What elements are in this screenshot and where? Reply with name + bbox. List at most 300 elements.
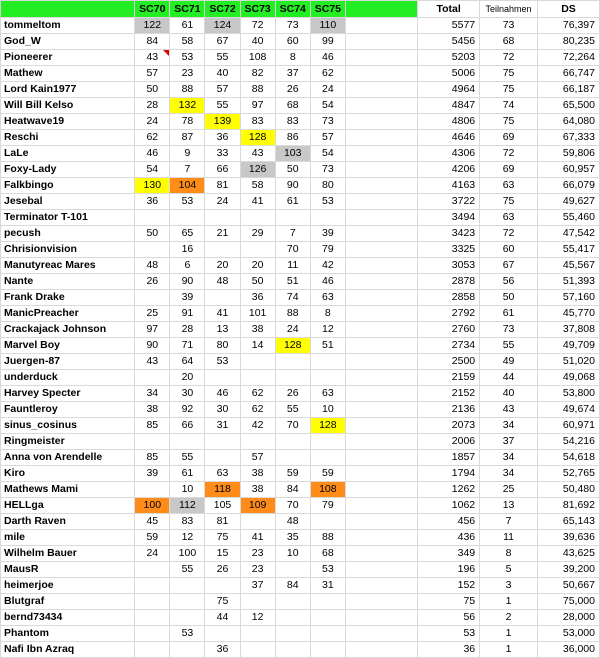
teilnahmen-cell[interactable]: 40 [480,386,538,402]
total-cell[interactable]: 3053 [418,258,480,274]
teilnahmen-cell[interactable]: 68 [480,34,538,50]
score-cell-sc74[interactable]: 60 [275,34,310,50]
score-cell-sc75[interactable]: 42 [310,258,345,274]
total-cell[interactable]: 3423 [418,226,480,242]
spacer-cell[interactable] [345,194,417,210]
score-cell-sc72[interactable]: 33 [205,146,240,162]
score-cell-sc73[interactable] [240,514,275,530]
score-cell-sc75[interactable] [310,370,345,386]
score-cell-sc72[interactable]: 118 [205,482,240,498]
teilnahmen-cell[interactable]: 2 [480,610,538,626]
score-cell-sc75[interactable] [310,450,345,466]
total-cell[interactable]: 2006 [418,434,480,450]
player-name-cell[interactable]: LaLe [1,146,135,162]
score-cell-sc72[interactable]: 48 [205,274,240,290]
score-cell-sc74[interactable]: 7 [275,226,310,242]
score-cell-sc73[interactable]: 82 [240,66,275,82]
score-cell-sc70[interactable]: 50 [135,82,170,98]
score-cell-sc74[interactable] [275,434,310,450]
teilnahmen-cell[interactable]: 1 [480,594,538,610]
score-cell-sc71[interactable]: 58 [170,34,205,50]
score-cell-sc72[interactable]: 30 [205,402,240,418]
score-cell-sc71[interactable]: 10 [170,482,205,498]
player-name-cell[interactable]: Jesebal [1,194,135,210]
score-cell-sc71[interactable] [170,434,205,450]
total-cell[interactable]: 5203 [418,50,480,66]
ds-cell[interactable]: 76,397 [537,18,599,34]
teilnahmen-cell[interactable]: 3 [480,578,538,594]
score-cell-sc72[interactable]: 13 [205,322,240,338]
score-cell-sc74[interactable]: 83 [275,114,310,130]
teilnahmen-cell[interactable]: 37 [480,434,538,450]
score-cell-sc70[interactable] [135,290,170,306]
teilnahmen-cell[interactable]: 69 [480,130,538,146]
score-cell-sc71[interactable] [170,210,205,226]
spacer-cell[interactable] [345,594,417,610]
score-cell-sc75[interactable]: 108 [310,482,345,498]
ds-cell[interactable]: 65,500 [537,98,599,114]
ds-cell[interactable]: 51,393 [537,274,599,290]
score-cell-sc72[interactable]: 75 [205,530,240,546]
score-cell-sc74[interactable] [275,450,310,466]
teilnahmen-cell[interactable]: 72 [480,226,538,242]
total-cell[interactable]: 436 [418,530,480,546]
score-cell-sc74[interactable]: 73 [275,18,310,34]
score-cell-sc70[interactable]: 45 [135,514,170,530]
teilnahmen-cell[interactable]: 72 [480,146,538,162]
ds-cell[interactable]: 60,957 [537,162,599,178]
score-cell-sc70[interactable]: 90 [135,338,170,354]
score-cell-sc73[interactable]: 57 [240,450,275,466]
teilnahmen-cell[interactable]: 49 [480,354,538,370]
ds-cell[interactable]: 66,079 [537,178,599,194]
score-cell-sc72[interactable]: 53 [205,354,240,370]
spacer-cell[interactable] [345,434,417,450]
spacer-cell[interactable] [345,130,417,146]
spacer-cell[interactable] [345,178,417,194]
ds-cell[interactable]: 50,667 [537,578,599,594]
ds-cell[interactable]: 67,333 [537,130,599,146]
score-cell-sc70[interactable]: 38 [135,402,170,418]
score-cell-sc72[interactable] [205,450,240,466]
player-name-cell[interactable]: Manutyreac Mares [1,258,135,274]
score-cell-sc74[interactable]: 50 [275,162,310,178]
header-sc73[interactable]: SC73 [240,1,275,18]
teilnahmen-cell[interactable]: 55 [480,338,538,354]
spacer-cell[interactable] [345,498,417,514]
score-cell-sc74[interactable]: 48 [275,514,310,530]
score-cell-sc70[interactable]: 43 [135,50,170,66]
score-cell-sc75[interactable]: 63 [310,290,345,306]
score-cell-sc75[interactable]: 12 [310,322,345,338]
score-cell-sc72[interactable]: 20 [205,258,240,274]
player-name-cell[interactable]: tommeltom [1,18,135,34]
score-cell-sc72[interactable]: 81 [205,514,240,530]
teilnahmen-cell[interactable]: 73 [480,322,538,338]
player-name-cell[interactable]: Wilhelm Bauer [1,546,135,562]
score-cell-sc74[interactable]: 35 [275,530,310,546]
player-name-cell[interactable]: mile [1,530,135,546]
score-cell-sc74[interactable]: 8 [275,50,310,66]
score-cell-sc74[interactable] [275,354,310,370]
ds-cell[interactable]: 54,618 [537,450,599,466]
score-cell-sc75[interactable]: 24 [310,82,345,98]
spacer-cell[interactable] [345,66,417,82]
score-cell-sc72[interactable]: 81 [205,178,240,194]
score-cell-sc70[interactable]: 34 [135,386,170,402]
player-name-cell[interactable]: Falkbingo [1,178,135,194]
teilnahmen-cell[interactable]: 1 [480,626,538,642]
score-cell-sc70[interactable] [135,626,170,642]
score-cell-sc71[interactable] [170,594,205,610]
score-cell-sc73[interactable]: 38 [240,322,275,338]
ds-cell[interactable]: 54,216 [537,434,599,450]
teilnahmen-cell[interactable]: 63 [480,210,538,226]
spacer-cell[interactable] [345,18,417,34]
score-cell-sc72[interactable]: 46 [205,386,240,402]
score-cell-sc73[interactable]: 20 [240,258,275,274]
ds-cell[interactable]: 75,000 [537,594,599,610]
score-cell-sc74[interactable]: 84 [275,482,310,498]
total-cell[interactable]: 36 [418,642,480,658]
spacer-cell[interactable] [345,514,417,530]
ds-cell[interactable]: 49,674 [537,402,599,418]
teilnahmen-cell[interactable]: 44 [480,370,538,386]
teilnahmen-cell[interactable]: 50 [480,290,538,306]
teilnahmen-cell[interactable]: 73 [480,18,538,34]
score-cell-sc70[interactable] [135,434,170,450]
total-cell[interactable]: 3722 [418,194,480,210]
spacer-cell[interactable] [345,146,417,162]
spacer-cell[interactable] [345,258,417,274]
score-cell-sc74[interactable]: 51 [275,274,310,290]
total-cell[interactable]: 349 [418,546,480,562]
ds-cell[interactable]: 50,480 [537,482,599,498]
total-cell[interactable]: 2792 [418,306,480,322]
score-cell-sc71[interactable]: 64 [170,354,205,370]
score-cell-sc74[interactable]: 24 [275,322,310,338]
score-cell-sc71[interactable]: 53 [170,626,205,642]
score-cell-sc74[interactable]: 70 [275,498,310,514]
score-cell-sc73[interactable]: 43 [240,146,275,162]
player-name-cell[interactable]: Frank Drake [1,290,135,306]
score-cell-sc71[interactable]: 7 [170,162,205,178]
score-cell-sc70[interactable]: 24 [135,546,170,562]
total-cell[interactable]: 4306 [418,146,480,162]
spacer-cell[interactable] [345,290,417,306]
score-cell-sc73[interactable] [240,354,275,370]
score-cell-sc75[interactable]: 59 [310,466,345,482]
score-cell-sc73[interactable] [240,434,275,450]
score-cell-sc72[interactable]: 24 [205,194,240,210]
score-cell-sc75[interactable]: 10 [310,402,345,418]
teilnahmen-cell[interactable]: 7 [480,514,538,530]
score-cell-sc71[interactable]: 65 [170,226,205,242]
score-cell-sc74[interactable] [275,370,310,386]
total-cell[interactable]: 2136 [418,402,480,418]
player-name-cell[interactable]: Darth Raven [1,514,135,530]
player-name-cell[interactable]: Blutgraf [1,594,135,610]
teilnahmen-cell[interactable]: 11 [480,530,538,546]
total-cell[interactable]: 2152 [418,386,480,402]
teilnahmen-cell[interactable]: 67 [480,258,538,274]
spacer-cell[interactable] [345,370,417,386]
score-cell-sc74[interactable]: 74 [275,290,310,306]
spacer-cell[interactable] [345,546,417,562]
player-name-cell[interactable]: sinus_cosinus [1,418,135,434]
score-cell-sc71[interactable]: 91 [170,306,205,322]
teilnahmen-cell[interactable]: 74 [480,98,538,114]
score-cell-sc71[interactable]: 23 [170,66,205,82]
player-name-cell[interactable]: Mathews Mami [1,482,135,498]
score-cell-sc71[interactable]: 92 [170,402,205,418]
score-cell-sc71[interactable]: 28 [170,322,205,338]
player-name-cell[interactable]: Phantom [1,626,135,642]
score-cell-sc75[interactable]: 99 [310,34,345,50]
teilnahmen-cell[interactable]: 61 [480,306,538,322]
score-cell-sc71[interactable]: 83 [170,514,205,530]
ds-cell[interactable]: 53,000 [537,626,599,642]
score-cell-sc71[interactable]: 71 [170,338,205,354]
score-cell-sc75[interactable] [310,210,345,226]
teilnahmen-cell[interactable]: 8 [480,546,538,562]
score-cell-sc74[interactable] [275,562,310,578]
score-cell-sc75[interactable] [310,434,345,450]
score-cell-sc70[interactable] [135,610,170,626]
teilnahmen-cell[interactable]: 13 [480,498,538,514]
score-cell-sc71[interactable]: 61 [170,18,205,34]
score-cell-sc72[interactable] [205,370,240,386]
player-name-cell[interactable]: Will Bill Kelso [1,98,135,114]
spacer-cell[interactable] [345,210,417,226]
header-sc72[interactable]: SC72 [205,1,240,18]
ds-cell[interactable]: 52,765 [537,466,599,482]
teilnahmen-cell[interactable]: 75 [480,114,538,130]
teilnahmen-cell[interactable]: 60 [480,242,538,258]
spacer-cell[interactable] [345,402,417,418]
ds-cell[interactable]: 49,627 [537,194,599,210]
score-cell-sc70[interactable] [135,578,170,594]
ds-cell[interactable]: 55,460 [537,210,599,226]
score-cell-sc75[interactable]: 62 [310,66,345,82]
spacer-cell[interactable] [345,450,417,466]
score-cell-sc71[interactable]: 16 [170,242,205,258]
teilnahmen-cell[interactable]: 1 [480,642,538,658]
total-cell[interactable]: 1062 [418,498,480,514]
total-cell[interactable]: 3494 [418,210,480,226]
player-name-cell[interactable]: pecush [1,226,135,242]
spacer-cell[interactable] [345,482,417,498]
score-cell-sc75[interactable]: 54 [310,98,345,114]
score-cell-sc73[interactable]: 58 [240,178,275,194]
player-name-cell[interactable]: Terminator T-101 [1,210,135,226]
score-cell-sc71[interactable]: 87 [170,130,205,146]
teilnahmen-cell[interactable]: 75 [480,82,538,98]
score-cell-sc73[interactable]: 42 [240,418,275,434]
ds-cell[interactable]: 53,800 [537,386,599,402]
score-cell-sc73[interactable]: 72 [240,18,275,34]
total-cell[interactable]: 152 [418,578,480,594]
score-cell-sc74[interactable]: 88 [275,306,310,322]
score-cell-sc70[interactable]: 48 [135,258,170,274]
score-cell-sc70[interactable]: 24 [135,114,170,130]
header-teilnahmen[interactable]: Teilnahmen [480,1,538,18]
player-name-cell[interactable]: Lord Kain1977 [1,82,135,98]
player-name-cell[interactable]: MausR [1,562,135,578]
score-cell-sc70[interactable]: 62 [135,130,170,146]
spacer-cell[interactable] [345,34,417,50]
score-cell-sc71[interactable]: 78 [170,114,205,130]
total-cell[interactable]: 1262 [418,482,480,498]
score-cell-sc75[interactable]: 54 [310,146,345,162]
score-cell-sc75[interactable]: 63 [310,386,345,402]
total-cell[interactable]: 2159 [418,370,480,386]
score-cell-sc74[interactable]: 61 [275,194,310,210]
player-name-cell[interactable]: Kiro [1,466,135,482]
teilnahmen-cell[interactable]: 69 [480,162,538,178]
teilnahmen-cell[interactable]: 72 [480,50,538,66]
player-name-cell[interactable]: Anna von Arendelle [1,450,135,466]
score-cell-sc70[interactable]: 28 [135,98,170,114]
score-cell-sc70[interactable]: 122 [135,18,170,34]
score-cell-sc73[interactable]: 88 [240,82,275,98]
score-cell-sc75[interactable]: 128 [310,418,345,434]
score-cell-sc70[interactable] [135,370,170,386]
teilnahmen-cell[interactable]: 34 [480,466,538,482]
score-cell-sc73[interactable]: 23 [240,546,275,562]
score-cell-sc75[interactable] [310,354,345,370]
score-cell-sc73[interactable]: 36 [240,290,275,306]
score-cell-sc72[interactable]: 41 [205,306,240,322]
score-cell-sc72[interactable]: 21 [205,226,240,242]
score-cell-sc73[interactable]: 14 [240,338,275,354]
ds-cell[interactable]: 66,747 [537,66,599,82]
total-cell[interactable]: 1794 [418,466,480,482]
score-cell-sc74[interactable]: 70 [275,242,310,258]
score-cell-sc75[interactable]: 8 [310,306,345,322]
score-cell-sc75[interactable]: 73 [310,114,345,130]
score-cell-sc73[interactable]: 40 [240,34,275,50]
spacer-cell[interactable] [345,610,417,626]
score-cell-sc74[interactable]: 37 [275,66,310,82]
player-name-cell[interactable]: Heatwave19 [1,114,135,130]
score-cell-sc72[interactable]: 36 [205,642,240,658]
score-cell-sc72[interactable] [205,290,240,306]
header-total[interactable]: Total [418,1,480,18]
teilnahmen-cell[interactable]: 75 [480,66,538,82]
ds-cell[interactable]: 47,542 [537,226,599,242]
score-cell-sc71[interactable]: 9 [170,146,205,162]
total-cell[interactable]: 1857 [418,450,480,466]
score-cell-sc75[interactable] [310,594,345,610]
score-cell-sc70[interactable]: 57 [135,66,170,82]
player-name-cell[interactable]: Reschi [1,130,135,146]
ds-cell[interactable]: 37,808 [537,322,599,338]
score-cell-sc72[interactable]: 66 [205,162,240,178]
score-cell-sc75[interactable] [310,514,345,530]
score-cell-sc74[interactable]: 59 [275,466,310,482]
score-cell-sc73[interactable]: 29 [240,226,275,242]
ds-cell[interactable]: 39,200 [537,562,599,578]
score-cell-sc73[interactable]: 41 [240,530,275,546]
score-cell-sc72[interactable]: 55 [205,50,240,66]
player-name-cell[interactable]: Marvel Boy [1,338,135,354]
score-cell-sc71[interactable] [170,642,205,658]
score-cell-sc72[interactable]: 15 [205,546,240,562]
score-cell-sc71[interactable]: 53 [170,194,205,210]
score-cell-sc74[interactable] [275,642,310,658]
total-cell[interactable]: 2734 [418,338,480,354]
score-cell-sc70[interactable]: 39 [135,466,170,482]
score-cell-sc71[interactable]: 61 [170,466,205,482]
player-name-cell[interactable]: Crackajack Johnson [1,322,135,338]
player-name-cell[interactable]: Pioneerer [1,50,135,66]
score-cell-sc72[interactable]: 26 [205,562,240,578]
score-cell-sc72[interactable]: 80 [205,338,240,354]
ds-cell[interactable]: 28,000 [537,610,599,626]
total-cell[interactable]: 75 [418,594,480,610]
score-cell-sc75[interactable]: 110 [310,18,345,34]
score-cell-sc75[interactable]: 79 [310,498,345,514]
spacer-cell[interactable] [345,322,417,338]
player-name-cell[interactable]: Nante [1,274,135,290]
score-cell-sc73[interactable]: 128 [240,130,275,146]
score-cell-sc75[interactable]: 88 [310,530,345,546]
score-cell-sc75[interactable]: 53 [310,194,345,210]
score-cell-sc74[interactable]: 26 [275,386,310,402]
teilnahmen-cell[interactable]: 34 [480,418,538,434]
player-name-cell[interactable]: Foxy-Lady [1,162,135,178]
total-cell[interactable]: 2073 [418,418,480,434]
score-cell-sc70[interactable] [135,562,170,578]
score-cell-sc70[interactable]: 54 [135,162,170,178]
score-cell-sc70[interactable]: 26 [135,274,170,290]
spacer-cell[interactable] [345,242,417,258]
score-cell-sc73[interactable] [240,242,275,258]
total-cell[interactable]: 4847 [418,98,480,114]
ds-cell[interactable]: 45,770 [537,306,599,322]
score-cell-sc70[interactable]: 100 [135,498,170,514]
ds-cell[interactable]: 59,806 [537,146,599,162]
score-cell-sc71[interactable]: 132 [170,98,205,114]
score-cell-sc70[interactable]: 84 [135,34,170,50]
player-name-cell[interactable]: Ringmeister [1,434,135,450]
score-cell-sc74[interactable]: 26 [275,82,310,98]
score-cell-sc74[interactable]: 68 [275,98,310,114]
teilnahmen-cell[interactable]: 75 [480,194,538,210]
teilnahmen-cell[interactable]: 63 [480,178,538,194]
spacer-cell[interactable] [345,82,417,98]
total-cell[interactable]: 456 [418,514,480,530]
spacer-cell[interactable] [345,114,417,130]
spacer-cell[interactable] [345,338,417,354]
score-cell-sc73[interactable]: 97 [240,98,275,114]
total-cell[interactable]: 2500 [418,354,480,370]
ds-cell[interactable]: 49,709 [537,338,599,354]
ds-cell[interactable]: 66,187 [537,82,599,98]
player-name-cell[interactable]: Mathew [1,66,135,82]
ds-cell[interactable]: 55,417 [537,242,599,258]
score-cell-sc73[interactable]: 126 [240,162,275,178]
score-cell-sc72[interactable] [205,578,240,594]
ds-cell[interactable]: 57,160 [537,290,599,306]
ds-cell[interactable]: 36,000 [537,642,599,658]
score-cell-sc73[interactable] [240,210,275,226]
score-cell-sc70[interactable]: 85 [135,450,170,466]
score-cell-sc73[interactable]: 83 [240,114,275,130]
player-name-cell[interactable]: Fauntleroy [1,402,135,418]
ds-cell[interactable]: 81,692 [537,498,599,514]
